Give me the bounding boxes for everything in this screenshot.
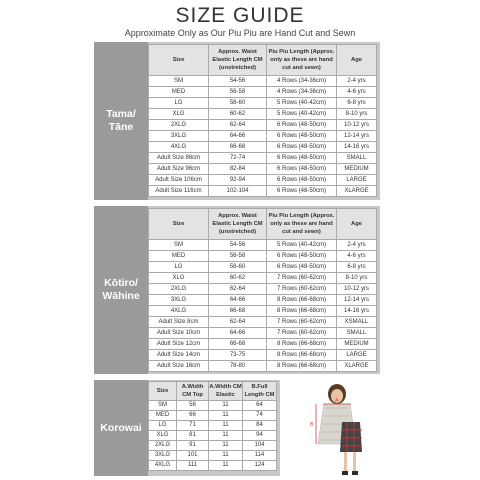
table-cell: 56-58 — [209, 251, 267, 262]
leg-right — [353, 452, 356, 472]
page-subtitle: Approximate Only as Our Piu Piu are Hand Cut and Sewn — [124, 28, 356, 38]
skirt-shape — [340, 422, 362, 452]
table-cell: 64-66 — [209, 131, 267, 142]
table-cell: LARGE — [337, 350, 377, 361]
table-cell: 66-68 — [209, 339, 267, 350]
table-cell: 6 Rows (48-50cm) — [267, 153, 337, 164]
table-cell: 4 Rows (34-36cm) — [267, 76, 337, 87]
kotiro-wahine-size-table — [148, 208, 377, 372]
page-title: SIZE GUIDE — [175, 4, 305, 27]
table-row — [149, 240, 377, 251]
table-cell: SM — [149, 240, 209, 251]
table-cell: 8 Rows (66-68cm) — [267, 295, 337, 306]
table-cell: 3XLG — [149, 451, 177, 461]
table-cell: 66-68 — [209, 142, 267, 153]
table-row — [149, 306, 377, 317]
shoe-left — [342, 471, 348, 475]
table-row — [149, 120, 377, 131]
child-korowai-illustration — [302, 382, 366, 480]
shoe-right — [352, 471, 358, 475]
table-cell: 54-56 — [209, 76, 267, 87]
table-cell: 4XLG — [149, 461, 177, 471]
table-row — [149, 441, 277, 451]
table-cell: 5 Rows (40-42cm) — [267, 98, 337, 109]
table-row — [149, 109, 377, 120]
table-cell: 60-62 — [209, 273, 267, 284]
column-header: Size — [149, 382, 177, 401]
table-cell: 62-64 — [209, 284, 267, 295]
table-cell: XLARGE — [337, 186, 377, 197]
table-cell: 14-16 yrs — [337, 142, 377, 153]
table-cell: MED — [149, 87, 209, 98]
table-row — [149, 411, 277, 421]
table-cell: 62-64 — [209, 317, 267, 328]
table-cell: 8 Rows (66-68cm) — [267, 306, 337, 317]
column-header: Piu Piu Length (Approx. only as these are hand cut and sewn) — [267, 45, 337, 76]
tama-tane-size-table — [148, 44, 377, 197]
table-row — [149, 175, 377, 186]
table-cell: 4XLG — [149, 306, 209, 317]
table-cell: 4-6 yrs — [337, 251, 377, 262]
table-cell: 56 — [177, 401, 209, 411]
table-cell: 5 Rows (40-42cm) — [267, 240, 337, 251]
column-header: Size — [149, 209, 209, 240]
table-row — [149, 87, 377, 98]
table-cell: 92-94 — [209, 175, 267, 186]
tama-tane-section-label: Tama/ Tāne — [94, 42, 148, 200]
table-row — [149, 284, 377, 295]
table-cell: 54-56 — [209, 240, 267, 251]
table-cell: 64-66 — [209, 328, 267, 339]
table-row — [149, 153, 377, 164]
table-cell: 4XLG — [149, 142, 209, 153]
kotiro-wahine-section-label: Kōtiro/ Wāhine — [94, 206, 148, 374]
table-row — [149, 328, 377, 339]
table-cell: LG — [149, 262, 209, 273]
table-cell: 3XLG — [149, 131, 209, 142]
table-cell: 81 — [177, 431, 209, 441]
table-cell: 5 Rows (40-42cm) — [267, 109, 337, 120]
table-cell: Adult Size 116cm — [149, 186, 209, 197]
table-cell: Adult Size 10cm — [149, 328, 209, 339]
table-cell: MEDIUM — [337, 339, 377, 350]
table-cell: 6 Rows (48-50cm) — [267, 186, 337, 197]
table-cell: 124 — [243, 461, 277, 471]
column-header: A.Width CM Elastic — [209, 382, 243, 401]
table-cell: 4-6 yrs — [337, 87, 377, 98]
table-row — [149, 361, 377, 372]
table-cell: SM — [149, 401, 177, 411]
table-cell: MED — [149, 251, 209, 262]
table-cell: 6 Rows (48-50cm) — [267, 262, 337, 273]
column-header: Approx. Waist Elastic Length CM (unstretched) — [209, 45, 267, 76]
column-header: Size — [149, 45, 209, 76]
table-cell: Adult Size 106cm — [149, 175, 209, 186]
table-cell: SM — [149, 76, 209, 87]
table-cell: 74 — [243, 411, 277, 421]
table-cell: Adult Size 16cm — [149, 361, 209, 372]
measure-label-a: A — [335, 398, 339, 404]
table-cell: 94 — [243, 431, 277, 441]
column-header: A.Width CM Top — [177, 382, 209, 401]
table-cell: 11 — [209, 401, 243, 411]
table-row — [149, 76, 377, 87]
table-cell: 102-104 — [209, 186, 267, 197]
leg-left — [344, 452, 347, 472]
table-cell: 58-60 — [209, 98, 267, 109]
table-cell: SMALL — [337, 153, 377, 164]
table-row — [149, 451, 277, 461]
table-cell: MED — [149, 411, 177, 421]
table-cell: 101 — [177, 451, 209, 461]
table-cell: 11 — [209, 421, 243, 431]
table-cell: LG — [149, 98, 209, 109]
table-cell: 71 — [177, 421, 209, 431]
table-cell: XSMALL — [337, 317, 377, 328]
column-header: Age — [337, 209, 377, 240]
table-row — [149, 273, 377, 284]
table-cell: 6 Rows (48-50cm) — [267, 131, 337, 142]
column-header: Age — [337, 45, 377, 76]
table-cell: 6 Rows (48-50cm) — [267, 251, 337, 262]
table-cell: Adult Size 86cm — [149, 153, 209, 164]
table-cell: 6 Rows (48-50cm) — [267, 164, 337, 175]
table-cell: 64 — [243, 401, 277, 411]
column-header: Approx. Waist Elastic Length CM (unstretched) — [209, 209, 267, 240]
table-cell: 11 — [209, 431, 243, 441]
table-cell: 111 — [177, 461, 209, 471]
table-row — [149, 98, 377, 109]
column-header: Piu Piu Length (Approx. only as these are hand cut and sewn) — [267, 209, 337, 240]
table-cell: Adult Size 96cm — [149, 164, 209, 175]
table-cell: XLARGE — [337, 361, 377, 372]
table-cell: LARGE — [337, 175, 377, 186]
table-cell: 2XLG — [149, 284, 209, 295]
table-cell: 3XLG — [149, 295, 209, 306]
table-row — [149, 164, 377, 175]
table-row — [149, 339, 377, 350]
measure-label-b: B — [310, 422, 314, 428]
table-cell: 11 — [209, 441, 243, 451]
table-cell: XLG — [149, 431, 177, 441]
table-cell: 2-4 yrs — [337, 76, 377, 87]
table-row — [149, 186, 377, 197]
table-cell: Adult Size 8cm — [149, 317, 209, 328]
table-cell: 2XLG — [149, 441, 177, 451]
table-cell: 10-12 yrs — [337, 120, 377, 131]
table-cell: 12-14 yrs — [337, 131, 377, 142]
table-cell: LG — [149, 421, 177, 431]
table-row — [149, 142, 377, 153]
table-cell: 7 Rows (60-62cm) — [267, 273, 337, 284]
table-cell: 56-58 — [209, 87, 267, 98]
table-cell: 11 — [209, 411, 243, 421]
table-row — [149, 401, 277, 411]
table-cell: 8-10 yrs — [337, 109, 377, 120]
table-row — [149, 251, 377, 262]
table-cell: 8 Rows (66-68cm) — [267, 339, 337, 350]
table-cell: 2XLG — [149, 120, 209, 131]
table-cell: 6-8 yrs — [337, 98, 377, 109]
table-cell: 64-66 — [209, 295, 267, 306]
table-cell: MEDIUM — [337, 164, 377, 175]
table-row — [149, 131, 377, 142]
table-cell: 8 Rows (66-68cm) — [267, 361, 337, 372]
korowai-section-label: Korowai — [94, 380, 148, 476]
table-cell: 7 Rows (60-62cm) — [267, 284, 337, 295]
table-cell: 12-14 yrs — [337, 295, 377, 306]
table-cell: 8 Rows (66-68cm) — [267, 350, 337, 361]
table-row — [149, 295, 377, 306]
table-cell: 58-60 — [209, 262, 267, 273]
table-cell: 6-8 yrs — [337, 262, 377, 273]
table-cell: 78-80 — [209, 361, 267, 372]
table-cell: Adult Size 12cm — [149, 339, 209, 350]
table-cell: 72-74 — [209, 153, 267, 164]
table-cell: 84 — [243, 421, 277, 431]
table-cell: 11 — [209, 461, 243, 471]
table-cell: 66-68 — [209, 306, 267, 317]
table-cell: 104 — [243, 441, 277, 451]
table-cell: 10-12 yrs — [337, 284, 377, 295]
table-cell: 7 Rows (60-62cm) — [267, 317, 337, 328]
table-cell: 91 — [177, 441, 209, 451]
table-row — [149, 431, 277, 441]
table-cell: 14-16 yrs — [337, 306, 377, 317]
table-row — [149, 262, 377, 273]
table-row — [149, 317, 377, 328]
table-cell: Adult Size 14cm — [149, 350, 209, 361]
table-row — [149, 461, 277, 471]
table-cell: 11 — [209, 451, 243, 461]
table-cell: XLG — [149, 109, 209, 120]
table-cell: 6 Rows (48-50cm) — [267, 120, 337, 131]
table-cell: 7 Rows (60-62cm) — [267, 328, 337, 339]
table-cell: 82-84 — [209, 164, 267, 175]
table-cell: 6 Rows (48-50cm) — [267, 175, 337, 186]
table-cell: XLG — [149, 273, 209, 284]
table-cell: SMALL — [337, 328, 377, 339]
column-header: B.Full Length CM — [243, 382, 277, 401]
table-row — [149, 350, 377, 361]
table-cell: 4 Rows (34-36cm) — [267, 87, 337, 98]
table-cell: 66 — [177, 411, 209, 421]
table-cell: 2-4 yrs — [337, 240, 377, 251]
korowai-size-table — [148, 381, 277, 471]
table-cell: 8-10 yrs — [337, 273, 377, 284]
table-cell: 62-64 — [209, 120, 267, 131]
table-cell: 73-75 — [209, 350, 267, 361]
table-row — [149, 421, 277, 431]
table-cell: 6 Rows (48-50cm) — [267, 142, 337, 153]
table-cell: 60-62 — [209, 109, 267, 120]
table-cell: 114 — [243, 451, 277, 461]
